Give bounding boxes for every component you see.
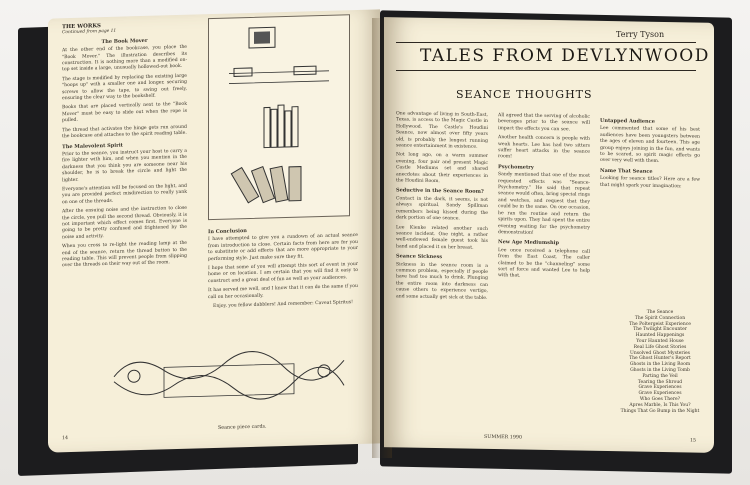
seance-titles-list [620,310,700,414]
paragraph: At the other end of the bookcase, you place the "Book Mover." The illustration describes its construction. It is nothing more than a modified on-top set inside a large, unusually hollowed-out book. [62,44,187,73]
article-title: TALES FROM DEVLYNWOOD [420,46,710,66]
paragraph: The thread that activates the hinge gets run around the bookcase and attaches to the spirit reading table. [62,124,187,140]
paragraph: Another health concern is people with weak hearts. Lee has had two sitters suffer heart attacks in the seance room! [498,135,590,160]
paragraph: The stage is modified by replacing the existing large "hoops up" with a smaller one and longer, securing screws to allow the tape, to swing out freely, ensuring the clear way to the bookshelf. [62,73,187,102]
paragraph: One advantage of living in South-East, Texas, is access to the Magic Castle in Hollywood. The Castle's Houdini Seance, now almost over fifty years old, is probably the longest running seance entertainment in existence. [396,111,488,150]
list-item: Haunted Happenings [635,333,685,339]
section-malevolent-spirit: The Malevolent Spirit [62,142,123,150]
paragraph: After the ensuing noise and the instruction to close the circle, you pull the second thread. Obviously, it is not important which effect comes first. Everyone is going to be pretty confused and frightened by the noise and activity. [62,205,187,241]
right-page-number: 15 [690,438,697,444]
list-item: The Poltergeist Experience [629,321,691,327]
paragraph: Looking for seance titles? Here are a few that might spark your imagination: [600,176,700,189]
paragraph: Contact in the dark, it seems, is not always spiritual. Sandy Spillman remembers being kissed during the dark portion of one seance. [396,196,488,222]
paragraph: Lee Kienke related another such seance incident. One night, a rather well-endowed female guest took his hand and placed it on her breast. [396,224,488,251]
paragraph: When you cross to re-light the reading lamp at the end of the seance, return the thread button to the reading table. This will prevent people from slipping over the threads on their way out of the room. [62,240,187,269]
list-item: Who Goes There? [639,396,681,402]
paragraph: Sandy mentioned that one of the most requested effects was "Seance-Psychometry." He said that repeat seance would often, bring special rings and watches, and request that they could be in the same. On one occasion, he ran the routine and return the spirits upon. They had spent the entire evening waiting for the psychometry demonstration! [498,172,590,236]
list-item: Tearing the Shroud [637,379,683,385]
list-item: The Spirit Connection [634,315,686,321]
list-item: The Seance [646,310,674,315]
subhead-name-that-seance: Name That Seance [600,167,653,175]
left-page-header-title: THE WORKS [62,23,101,31]
list-item: Ghosts in the Living Tomb [630,367,690,373]
footer-date: SUMMER 1990 [484,434,522,441]
section-title: SEANCE THOUGHTS [456,88,593,101]
subhead-seance-sickness: Seance Sickness [396,253,443,261]
author-name: Terry Tyson [616,30,665,39]
right-page-column-2 [498,113,590,284]
section-conclusion: In Conclusion [208,228,247,236]
left-page-header-continued: Continued from page 11 [62,29,117,36]
header-rule-top [396,42,696,43]
paragraph: Sickness in the seance room is a common problem, especially if people have had too much to drink. Plunging the entire room into darkness can cause others to experience vertigo, and some actually get sick at the table. [396,261,488,301]
list-item: Unsolved Ghost Mysteries [630,350,690,356]
subhead-untapped-audience: Untapped Audience [600,117,655,125]
left-page-column-1 [62,21,187,273]
list-item: Real Life Ghost Stories [633,344,687,350]
book-mover-illustration [208,14,350,220]
header-rule-bottom [396,70,696,71]
subhead-new-age: New Age Mediumship [498,239,559,247]
paragraph: Lee commented that some of his best audiences have been youngsters between the ages of eleven and fourteen. This age group enjoys joining in the fun, and wants to be scared, so spirit magic effects go over very well with them. [600,126,700,165]
list-item: Your Haunted House [636,338,684,344]
list-item: Grave Experiences [638,385,682,391]
paragraph: Not long ago, on a warm summer evening, four pair and present Magic Castle Mediums set and shared anecdotes about their experiences in the Houdini Room. [396,152,488,185]
right-page-column-1 [396,111,488,305]
subhead-psychometry: Psychometry [498,163,534,171]
paragraph: Prior to the seance, you instruct your host to carry a fire lighter with him, and when you mention in the darkness that you think you are someone near his shoulder, he is to break the circle and light the lighter. [62,148,187,183]
right-page-column-3 [600,115,700,194]
list-item: The Ghost Hunter's Report [629,356,691,362]
paragraph: Enjoy, you fellow dabblers! And remember: Caveat Spiritus! [212,300,354,310]
list-item: Apres Marble, Is This You? [629,402,691,408]
left-page-number: 14 [62,436,69,442]
paragraph: It has served me well, and I know that it can do the same if you call on her occasionally. [208,284,358,300]
paragraph: I hope that some of you will attempt this sort of event in your home or on location. I am certain that you will find it easy to construct and a great deal of fun as well as your audiences. [208,262,358,285]
paragraph: Lee once received a telephone call from the East Coast. The caller claimed to be the "channeling" some sort of force and wanted Lee to help with that. [498,247,590,279]
section-book-mover: The Book Mover [101,37,148,45]
paragraph: Books that are placed vertically next to the "Book Mover" must be easy to slide out when the rope is pulled. [62,102,187,124]
list-item: Ghosts in the Living Room [629,362,691,368]
illustration-caption: Seance piece cards. [218,424,267,431]
list-item: Parting the Veil [642,373,678,379]
seance-piece-cards-illustration [104,340,354,417]
list-item: Grave Experiences [638,391,682,397]
paragraph: Everyone's attention will be focused on the light, and you are provided perfect misdirection to really yank on one of the threads. [62,183,187,205]
paragraph: I have attempted to give you a rundown of an actual seance from introduction to close. Certain facts from here are for you to substitute or add effects that are more appropriate to your performing style. Just make sure they fit. [208,233,358,262]
ornament-drawing [104,340,354,417]
book-mover-drawing [209,15,349,219]
list-item: Things That Go Bump in the Night [620,408,700,414]
list-item: The Twilight Encounter [633,327,687,333]
left-page [48,9,380,452]
left-page-column-2 [208,222,358,314]
subhead-seductive: Seductive in the Seance Room? [396,187,484,196]
paragraph: All agreed that the serving of alcoholic beverages prior to the seance will impact the effects you can see. [498,113,590,133]
